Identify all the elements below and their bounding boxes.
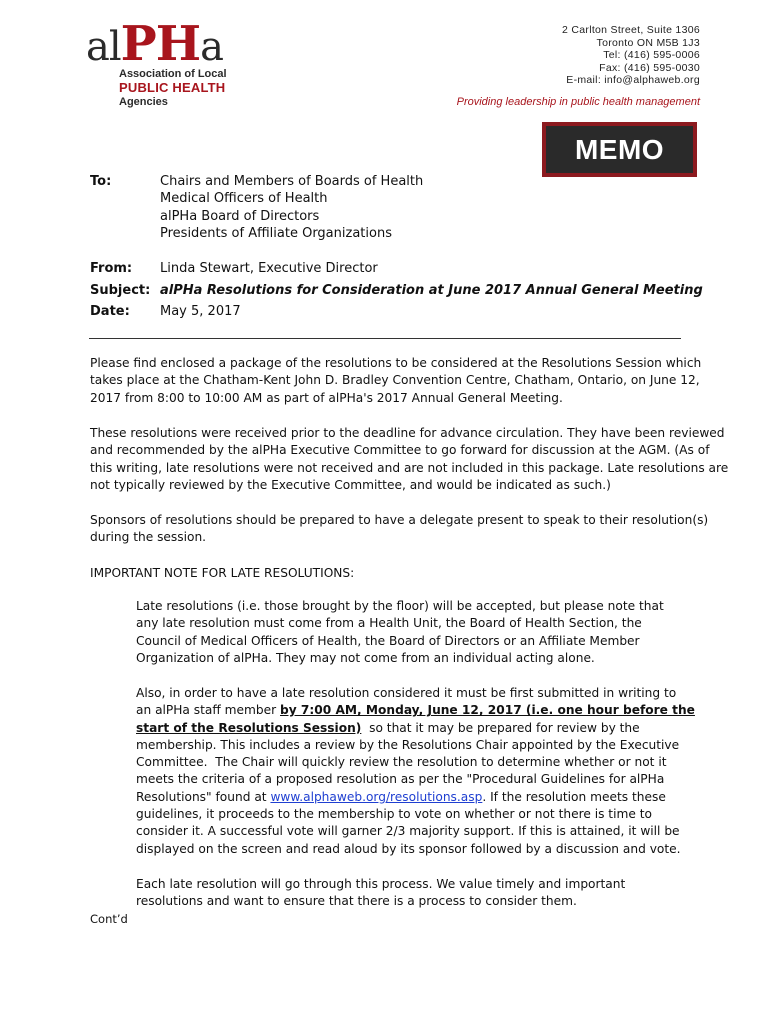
address-tel: Tel: (416) 595-0006 (603, 49, 700, 62)
date-label: Date: (90, 304, 130, 319)
late-process-paragraph (136, 685, 736, 858)
text-segment: so that it may be prepared for review by the (361, 720, 640, 735)
address-street: 2 Carlton Street, Suite 1306 (562, 24, 700, 36)
alpha-logo (86, 16, 246, 110)
logo-tagline-2: PUBLIC HEALTH (119, 80, 226, 95)
text-line (136, 720, 736, 737)
text-line: Each late resolution will go through this process. We value timely and important (136, 877, 626, 891)
text-line: Please find enclosed a package of the resolutions to be considered at the Resolutions Session which (90, 356, 702, 370)
text-segment: an alPHa staff member (136, 703, 281, 718)
text-segment: Resolutions" found at (136, 789, 271, 804)
text-line (136, 789, 736, 806)
address-block (562, 24, 700, 87)
intro-paragraph (90, 355, 702, 407)
text-line: membership. This includes a review by the Resolutions Chair appointed by the Executive (136, 737, 680, 752)
memo-badge (542, 122, 697, 177)
late-closing-paragraph (136, 876, 736, 911)
logo-part-a: a (200, 24, 223, 70)
logo-wordmark (86, 16, 223, 72)
subject-value: alPHa Resolutions for Consideration at June 2017 Annual General Meeting (160, 283, 703, 298)
text-line: guidelines, it proceeds to the membership to vote on whether or not there is time to (136, 807, 652, 822)
text-line: IMPORTANT NOTE FOR LATE RESOLUTIONS: (90, 566, 355, 580)
late-resolutions-heading (90, 565, 690, 582)
logo-tagline-3: Agencies (119, 96, 168, 108)
text-line: and recommended by the alPHa Executive Committee to go forward for discussion at the AGM. (As of (90, 443, 710, 458)
late-acceptance-paragraph (136, 598, 736, 667)
address-city: Toronto ON M5B 1J3 (596, 36, 700, 49)
to-recipient: alPHa Board of Directors (160, 208, 320, 224)
text-line: Late resolutions (i.e. those brought by the floor) will be accepted, but please note that (136, 599, 664, 613)
deadline-emphasis: by 7:00 AM, Monday, June 12, 2017 (i.e. one hour before the (280, 703, 695, 718)
sponsors-paragraph (90, 512, 709, 547)
text-line: this writing, late resolutions were not received and are not included in this package. Late resolutions are (90, 460, 729, 475)
to-recipient: Medical Officers of Health (160, 191, 328, 207)
from-value: Linda Stewart, Executive Director (160, 261, 378, 276)
from-label: From: (90, 261, 133, 276)
memo-label: MEMO (574, 133, 665, 165)
text-segment: . If the resolution meets these (482, 789, 666, 804)
to-recipient: Presidents of Affiliate Organizations (160, 226, 392, 242)
subject-label: Subject: (90, 283, 151, 298)
text-line: not typically reviewed by the Executive Committee, and would be indicated as such.) (90, 477, 611, 492)
text-line: meets the criteria of a proposed resolution as per the "Procedural Guidelines for alPHa (136, 772, 665, 787)
text-line: takes place at the Chatham-Kent John D. Bradley Convention Centre, Chatham, Ontario, on June 12, (90, 373, 700, 388)
deadline-emphasis: start of the Resolutions Session) (136, 720, 362, 735)
address-fax: Fax: (416) 595-0030 (599, 61, 700, 74)
header-divider (89, 338, 681, 339)
text-line: These resolutions were received prior to the deadline for advance circulation. They have been reviewed (90, 426, 725, 440)
text-line: Organization of alPHa. They may not come from an individual acting alone. (136, 650, 595, 665)
to-label: To: (90, 174, 112, 189)
text-line (136, 702, 736, 719)
text-line: Council of Medical Officers of Health, the Board of Directors or an Affiliate Member (136, 633, 640, 648)
text-line: Also, in order to have a late resolution considered it must be first submitted in writing to (136, 686, 677, 700)
text-line: Committee. The Chair will quickly review the resolution to determine whether or not it (136, 755, 667, 770)
text-line: any late resolution must come from a Health Unit, the Board of Health Section, the (136, 616, 642, 631)
organization-tagline: Providing leadership in public health management (456, 96, 700, 108)
text-line: 2017 from 8:00 to 10:00 AM as part of alPHa's 2017 Annual General Meeting. (90, 390, 563, 405)
to-recipients (160, 173, 423, 243)
logo-tagline-1: Association of Local (119, 68, 227, 80)
address-email: E-mail: info@alphaweb.org (566, 74, 700, 87)
logo-part-ph: PH (120, 16, 201, 72)
continued-note: Cont’d (90, 912, 128, 926)
text-line: consider it. A successful vote will garner 2/3 majority support. If this is attained, it will be (136, 824, 680, 839)
review-paragraph (90, 425, 729, 494)
resolutions-guidelines-link[interactable]: www.alphaweb.org/resolutions.asp (270, 789, 483, 804)
text-line: Sponsors of resolutions should be prepared to have a delegate present to speak to their resolution(s) (90, 513, 709, 527)
date-value: May 5, 2017 (160, 304, 241, 319)
logo-part-al: al (86, 24, 121, 70)
text-line: displayed on the screen and read aloud by its sponsor followed by a discussion and vote. (136, 841, 681, 856)
text-line: during the session. (90, 530, 207, 545)
to-recipient: Chairs and Members of Boards of Health (160, 174, 424, 189)
text-line: resolutions and want to ensure that there is a process to consider them. (136, 894, 577, 909)
